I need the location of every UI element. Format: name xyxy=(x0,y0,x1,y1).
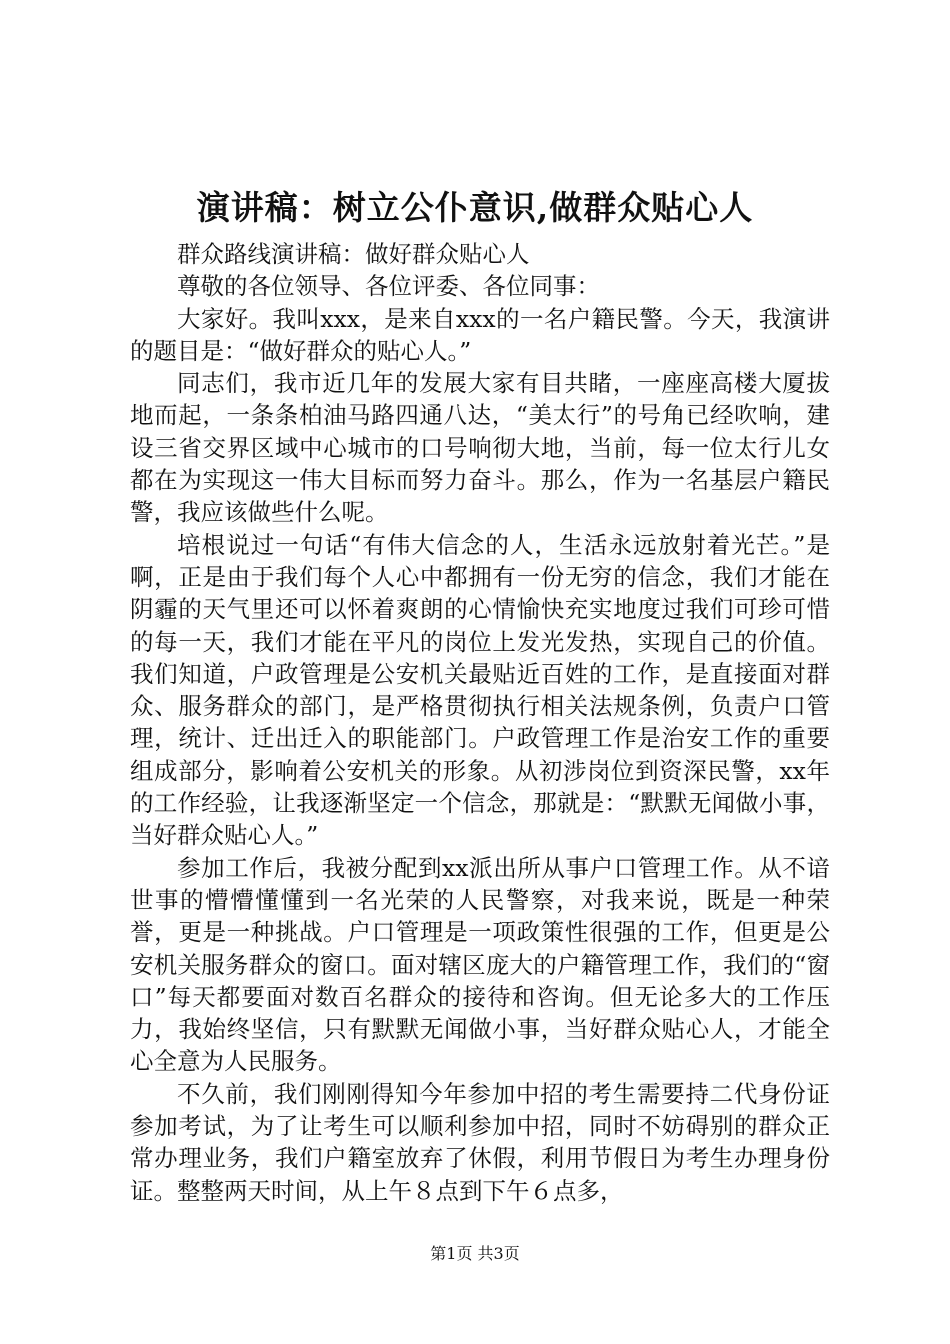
paragraph: 参加工作后，我被分配到xx派出所从事户口管理工作。从不谙世事的懵懵懂懂到一名光荣的人民警察，对我来说，既是一种荣誉，更是一种挑战。户口管理是一项政策性很强的工作，但更是公安机关服务群众的窗口。面对辖区庞大的户籍管理工作，我们的“窗口”每天都要面对数百名群众的接待和咨询。但无论多大的工作压力，我始终坚信，只有默默无闻做小事，当好群众贴心人，才能全心全意为人民服务。 xyxy=(130,853,830,1076)
paragraph: 同志们，我市近几年的发展大家有目共睹，一座座高楼大厦拔地而起，一条条柏油马路四通八达，“美太行”的号角已经吹响，建设三省交界区域中心城市的口号响彻大地，当前，每一位太行儿女都在为实现这一伟大目标而努力奋斗。那么，作为一名基层户籍民警，我应该做些什么呢。 xyxy=(130,369,830,527)
paragraph: 培根说过一句话“有伟大信念的人，生活永远放射着光芒。”是啊，正是由于我们每个人心中都拥有一份无穷的信念，我们才能在阴霾的天气里还可以怀着爽朗的心情愉快充实地度过我们可珍可惜的每一天，我们才能在平凡的岗位上发光发热，实现自己的价值。我们知道，户政管理是公安机关最贴近百姓的工作，是直接面对群众、服务群众的部门，是严格贯彻执行相关法规条例，负责户口管理，统计、迁出迁入的职能部门。户政管理工作是治安工作的重要组成部分，影响着公安机关的形象。从初涉岗位到资深民警，xx年的工作经验，让我逐渐坚定一个信念，那就是：“默默无闻做小事，当好群众贴心人。” xyxy=(130,530,830,850)
paragraph: 大家好。我叫xxx，是来自xxx的一名户籍民警。今天，我演讲的题目是：“做好群众的贴心人。” xyxy=(130,304,830,365)
paragraph-salutation: 尊敬的各位领导、各位评委、各位同事： xyxy=(177,272,600,301)
document-body xyxy=(130,238,830,1207)
document-title: 演讲稿：树立公仆意识,做群众贴心人 xyxy=(196,188,754,227)
paragraph: 不久前，我们刚刚得知今年参加中招的考生需要持二代身份证参加考试，为了让考生可以顺利参加中招，同时不妨碍别的群众正常办理业务，我们户籍室放弃了休假，利用节假日为考生办理身份证。整整两天时间，从上午８点到下午６点多， xyxy=(130,1079,830,1205)
paragraph-subtitle: 群众路线演讲稿：做好群众贴心人 xyxy=(177,240,530,268)
page-footer: 第1页 共3页 xyxy=(430,1244,520,1263)
